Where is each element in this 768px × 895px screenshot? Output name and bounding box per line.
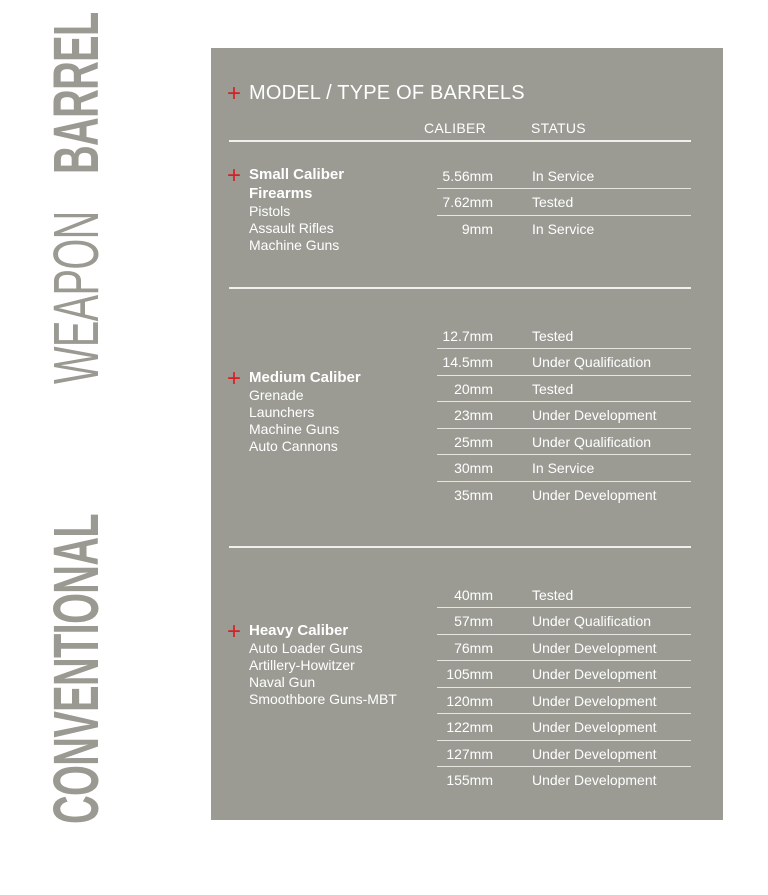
status-value: Tested: [532, 194, 574, 210]
caliber-value: 122mm: [446, 719, 493, 735]
section-divider: [229, 287, 691, 289]
table-row: [437, 714, 691, 740]
status-value: Tested: [532, 381, 574, 397]
barrel-table-panel: [211, 48, 723, 820]
status-value: Under Development: [532, 487, 657, 503]
list-item: Machine Guns: [249, 421, 340, 437]
caliber-value: 25mm: [454, 434, 493, 450]
category-title-medium-caliber: Medium Caliber: [249, 369, 361, 386]
list-item: Auto Loader Guns: [249, 640, 363, 656]
plus-icon: +: [227, 162, 242, 189]
plus-icon: +: [227, 618, 242, 645]
status-value: Under Qualification: [532, 613, 652, 629]
list-item: Naval Gun: [249, 674, 316, 690]
list-item: Auto Cannons: [249, 438, 338, 454]
table-row: [437, 741, 691, 767]
list-item: Artillery-Howitzer: [249, 657, 355, 673]
status-value: In Service: [532, 168, 595, 184]
side-title-conventional: CONVENTIONAL: [40, 514, 112, 824]
caliber-value: 9mm: [461, 221, 493, 237]
status-value: Under Development: [532, 693, 657, 709]
caliber-value: 35mm: [454, 487, 493, 503]
caliber-value: 12.7mm: [442, 328, 493, 344]
table-row: [437, 455, 691, 481]
caliber-value: 14.5mm: [442, 354, 493, 370]
status-value: Tested: [532, 328, 574, 344]
status-value: Under Qualification: [532, 434, 652, 450]
caliber-value: 76mm: [454, 640, 493, 656]
section-divider: [229, 546, 691, 548]
table-row: [437, 216, 691, 242]
side-title-barrel: BARREL: [40, 12, 112, 174]
caliber-value: 5.56mm: [442, 168, 493, 184]
category-items-small-caliber: [249, 203, 339, 254]
caliber-value: 40mm: [454, 587, 493, 603]
status-value: Under Development: [532, 746, 657, 762]
table-row: [437, 661, 691, 687]
status-value: Under Development: [532, 719, 657, 735]
list-item: Pistols: [249, 203, 291, 219]
header-divider: [229, 140, 691, 142]
category-title-heavy-caliber: Heavy Caliber: [249, 622, 349, 639]
status-value: In Service: [532, 460, 595, 476]
list-item: Machine Guns: [249, 237, 340, 253]
side-title-weapon: WEAPON: [40, 211, 112, 384]
caliber-value: 105mm: [446, 666, 493, 682]
table-row: [437, 163, 691, 189]
caliber-value: 7.62mm: [442, 194, 493, 210]
status-value: In Service: [532, 221, 595, 237]
table-row: [437, 323, 691, 349]
list-item: Smoothbore Guns-MBT: [249, 691, 397, 707]
table-row: [437, 349, 691, 375]
caliber-value: 120mm: [446, 693, 493, 709]
status-value: Under Development: [532, 407, 657, 423]
status-value: Tested: [532, 587, 574, 603]
table-heading: MODEL / TYPE OF BARRELS: [249, 82, 525, 104]
table-row: [437, 608, 691, 634]
category-items-heavy-caliber: [249, 640, 397, 708]
table-row: [437, 189, 691, 215]
status-column-header: STATUS: [531, 120, 586, 136]
plus-icon: +: [227, 365, 242, 392]
caliber-value: 20mm: [454, 381, 493, 397]
plus-icon: +: [227, 80, 242, 107]
table-row: [437, 376, 691, 402]
side-title: [40, 12, 112, 824]
caliber-value: 57mm: [454, 613, 493, 629]
caliber-value: 155mm: [446, 772, 493, 788]
status-value: Under Development: [532, 640, 657, 656]
table-row: [437, 429, 691, 455]
category-title-small-caliber: Small Caliber Firearms: [249, 166, 345, 202]
table-row: [437, 635, 691, 661]
list-item: Assault Rifles: [249, 220, 334, 236]
table-row: [437, 402, 691, 428]
category-items-medium-caliber: [249, 387, 339, 455]
list-item: Launchers: [249, 404, 315, 420]
table-row: [437, 482, 691, 508]
status-value: Under Development: [532, 666, 657, 682]
caliber-column-header: CALIBER: [424, 120, 487, 136]
status-value: Under Development: [532, 772, 657, 788]
caliber-value: 127mm: [446, 746, 493, 762]
caliber-value: 30mm: [454, 460, 493, 476]
status-value: Under Qualification: [532, 354, 652, 370]
list-item: Grenade: [249, 387, 304, 403]
table-row: [437, 767, 691, 793]
caliber-value: 23mm: [454, 407, 493, 423]
table-row: [437, 582, 691, 608]
table-row: [437, 688, 691, 714]
